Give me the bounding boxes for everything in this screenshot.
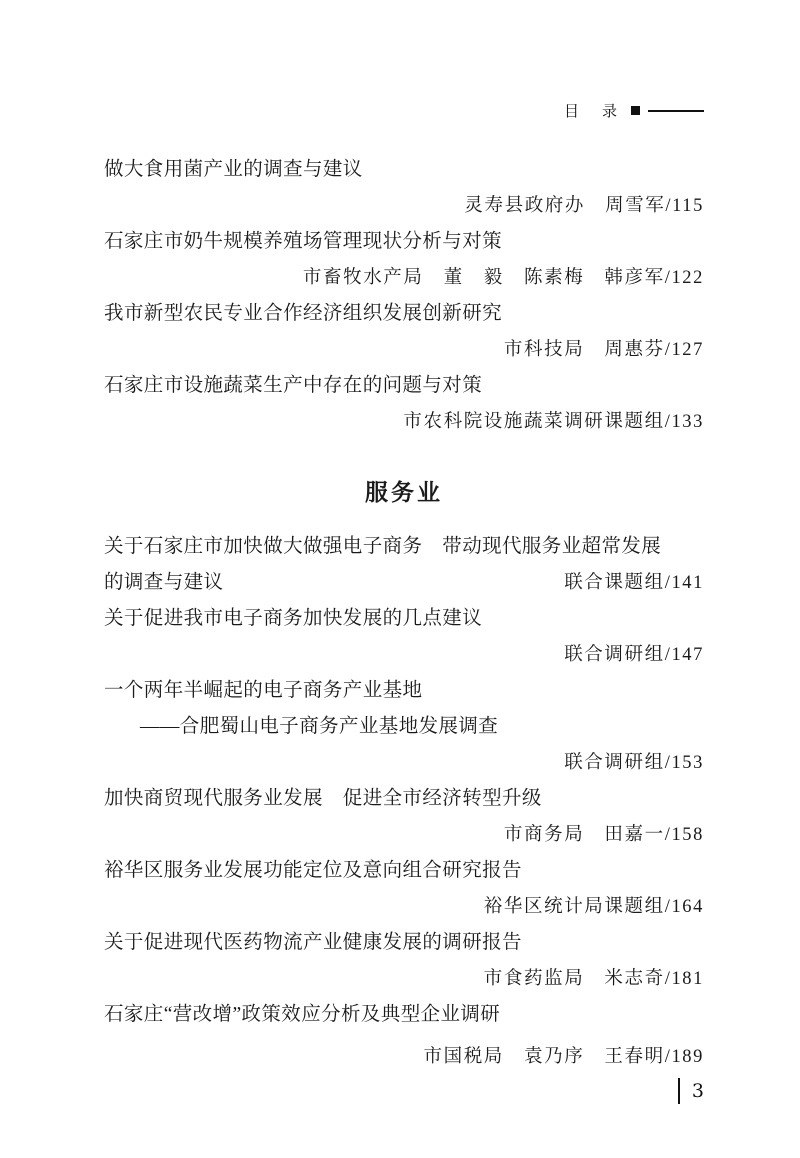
section-heading-service-industry: 服务业	[365, 480, 443, 506]
toc-entry-author: 联合课题组/141	[564, 573, 704, 593]
header-title: 目 录	[563, 102, 621, 120]
toc-content	[104, 152, 704, 1075]
toc-entry-author: 市食药监局 米志奇/181	[483, 969, 704, 989]
toc-entry-author: 联合调研组/153	[564, 753, 704, 773]
toc-entry-title-cont: 的调查与建议	[104, 572, 224, 593]
toc-entry-title: 一个两年半崛起的电子商务产业基地	[104, 680, 423, 701]
toc-entry-title: 做大食用菌产业的调查与建议	[104, 159, 363, 180]
header-square-mark	[631, 106, 640, 115]
toc-entry-author: 灵寿县政府办 周雪军/115	[464, 196, 704, 216]
toc-entry-author: 裕华区统计局课题组/164	[483, 897, 704, 917]
toc-entry	[104, 368, 704, 440]
page-footer	[678, 1078, 704, 1104]
page-header	[564, 100, 704, 121]
toc-entry-author: 市科技局 周惠芬/127	[503, 340, 704, 360]
toc-entry	[104, 997, 704, 1075]
toc-entry-author: 市商务局 田嘉一/158	[503, 825, 704, 845]
footer-rule	[678, 1078, 680, 1104]
toc-entry-title: 我市新型农民专业合作经济组织发展创新研究	[104, 303, 503, 324]
toc-entry-author: 联合调研组/147	[564, 645, 704, 665]
toc-entry	[104, 529, 704, 601]
toc-entry-title: 裕华区服务业发展功能定位及意向组合研究报告	[104, 860, 522, 881]
page-number: 3	[691, 1080, 704, 1102]
toc-entry-title: 关于石家庄市加快做大做强电子商务 带动现代服务业超常发展	[104, 536, 662, 557]
toc-entry-author: 市国税局 袁乃序 王春明/189	[423, 1047, 704, 1067]
toc-entry-title-author-row	[104, 565, 704, 601]
toc-entry-title: 石家庄市奶牛规模养殖场管理现状分析与对策	[104, 231, 503, 252]
toc-entry	[104, 925, 704, 997]
toc-entry	[104, 601, 704, 673]
toc-entry-subtitle: ——合肥蜀山电子商务产业基地发展调查	[140, 716, 499, 737]
toc-entry-title: 石家庄“营改增”政策效应分析及典型企业调研	[104, 1004, 501, 1025]
toc-entry	[104, 853, 704, 925]
toc-entry-title: 石家庄市设施蔬菜生产中存在的问题与对策	[104, 375, 483, 396]
toc-entry	[104, 224, 704, 296]
toc-entry	[104, 152, 704, 224]
header-rule	[648, 110, 704, 112]
toc-entry-author: 市农科院设施蔬菜调研课题组/133	[403, 412, 704, 432]
toc-entry-title: 加快商贸现代服务业发展 促进全市经济转型升级	[104, 788, 542, 809]
toc-entry	[104, 673, 704, 781]
toc-entry	[104, 781, 704, 853]
toc-entry-author: 市畜牧水产局 董 毅 陈素梅 韩彦军/122	[302, 268, 704, 288]
toc-entry-title: 关于促进现代医药物流产业健康发展的调研报告	[104, 932, 522, 953]
toc-entry	[104, 296, 704, 368]
toc-entry-title: 关于促进我市电子商务加快发展的几点建议	[104, 608, 483, 629]
